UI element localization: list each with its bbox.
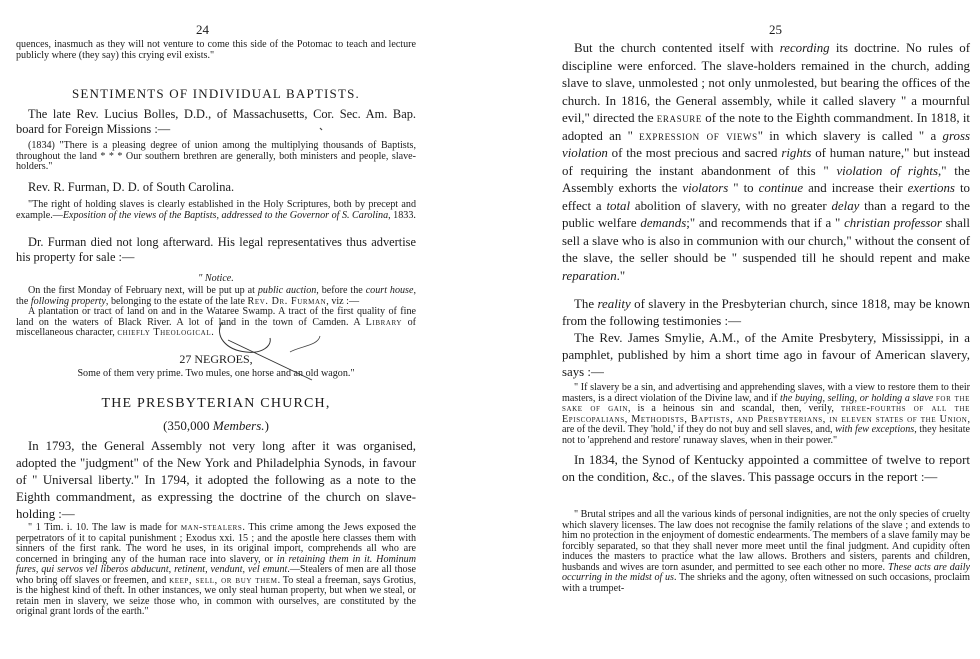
notice-title: " Notice. [198, 273, 234, 284]
smylie-quote-block [550, 383, 980, 446]
para-text: " in which slavery is called " a [757, 128, 943, 143]
heading-presbyterian: THE PRESBYTERIAN CHURCH, [101, 396, 331, 411]
para-text: of the note to the Eighth commandment. In 1818, it adopted an " [562, 111, 970, 143]
para-violation-of-rights: violation of rights [836, 163, 938, 178]
notice-following-property: following property [30, 295, 106, 307]
members-wrap [0, 418, 430, 434]
quote-keep-sell-buy: keep, sell, or buy them [169, 574, 278, 586]
para-erasure: erasure [656, 111, 703, 125]
para-text: of slavery in the Presbyterian church, since 1818, may be known from the following testimonies :— [562, 297, 971, 328]
mules-wrap [0, 369, 430, 380]
notice-text: of miscellaneous character, [16, 316, 416, 338]
para-text: of the most precious and sacred [607, 146, 782, 160]
quote-few-exceptions: with few exceptions [835, 424, 915, 435]
negroes-line: 27 NEGROES, [179, 352, 253, 366]
quote-text: .—Stealers of men are all those who bring off slaves or freemen, and [16, 564, 416, 586]
para-total: total [606, 198, 631, 213]
heading-individual-baptists: SENTIMENTS OF INDIVIDUAL BAPTISTS. [71, 86, 361, 101]
paragraph-1793 [0, 438, 430, 523]
quote-latin: in retaining them in it. Hominum fures, qui servos vel liberos abducunt, retinent, vendunt, vel emunt [16, 553, 416, 575]
para-exertions: exertions [907, 181, 955, 195]
para-text: " to [728, 181, 759, 195]
para-text: ." [616, 268, 626, 283]
notice-text: , before the [316, 285, 366, 296]
continuation-text: quences, inasmuch as they will not venture to come this side of the Potomac to teach and lecture publicly where (they say) this crying evil exists." [16, 39, 416, 61]
notice-public-auction: public auction [257, 285, 317, 296]
members-word: Members. [212, 418, 265, 433]
quote-daily-occurring: These acts are daily occurring in the midst of us [562, 561, 970, 583]
para-gross-violation: gross violation [562, 128, 971, 160]
quote-text: , is a heinous sin and scandal, then, verily, [628, 403, 841, 414]
mules-line: Some of them very prime. Two mules, one horse and an old wagon." [77, 368, 355, 379]
left-page [0, 0, 430, 659]
smylie-paragraph [550, 330, 980, 381]
notice-text: , viz :— [326, 295, 360, 307]
para-demands: demands [640, 216, 687, 230]
para-violators: violators [682, 181, 729, 195]
right-page [550, 0, 980, 659]
kentucky-quote-block [550, 510, 980, 594]
quote-text: . To steal a freeman, says Grotius, is the highest kind of theft. In other instances, we only steal human property, but when we steal, or retain men in slavery, we seize those who, in common with ourselves, are constituted by the original grant lords of the earth." [16, 574, 416, 617]
para-text: its doctrine. No rules of discipline were enforced. The slave-holders remained in the church, adding slave to slave, unmolested ; not only unmolested, but bearing the offices of the church. In 1816, the General assembly, while it called slavery " a mournful evil," directed the [562, 41, 970, 125]
page-number-right: 25 [769, 22, 782, 37]
quote-text: . The shrieks and the agony, often witnessed on such occasions, proclaim with a trumpet- [562, 572, 970, 594]
members-open: (350,000 [163, 418, 213, 433]
reality-paragraph [550, 296, 980, 330]
furman-quote-source: Exposition of the views of the Baptists, addressed to the Governor of S. Carolina [62, 209, 389, 221]
furman-paragraph [0, 180, 430, 195]
members-line [16, 418, 416, 434]
para-text: But the church contented itself with [574, 41, 780, 55]
notice-block [0, 286, 430, 339]
para-recording: recording [779, 41, 830, 55]
kentucky-paragraph [550, 452, 980, 486]
reality-paragraph-text [562, 296, 970, 330]
furman-quote-block [0, 200, 430, 221]
page-number-left: 24 [196, 22, 209, 37]
furman-quote [16, 200, 416, 221]
quote-man-stealers: man-stealers [180, 522, 243, 533]
timothy-quote [16, 523, 416, 618]
para-text: shall sell a slave who is also in communion with our church," without the consent of the slave, the seller should be " suspended till he should repent and make [562, 216, 970, 265]
para-text: The [574, 297, 598, 311]
para-reparation: reparation [562, 268, 617, 283]
notice-chiefly-theological: chiefly Theological [117, 327, 212, 338]
para-text: of human nature," but instead of requiring the instant abandonment of this " [562, 146, 970, 178]
para-text: ," the Assembly exhorts the [562, 163, 970, 195]
para-text: to effect a [562, 181, 971, 213]
para-reality: reality [597, 297, 631, 311]
bolles-quote-block [0, 141, 430, 173]
para-text: and increase their [803, 181, 908, 195]
para-text: ;" and recommends that if a " [686, 216, 845, 230]
bolles-quote: (1834) "There is a pleasing degree of union among the multiplying thousands of Baptists, throughout the land * * * Our southern brethren are generally, both ministers and people, slave-holders." [16, 140, 416, 172]
bolles-intro: The late Rev. Lucius Bolles, D.D., of Massachusetts, Cor. Sec. Am. Bap. board for Foreign Missions :— [16, 107, 416, 137]
smylie-quote [562, 383, 970, 446]
quote-buying-selling: the buying, selling, or holding a slave [779, 392, 934, 404]
notice-title-wrap [0, 274, 430, 285]
furman-quote-year: , 1833. [388, 209, 416, 221]
timothy-quote-block [0, 523, 430, 618]
church-paragraph [550, 40, 980, 285]
notice-text: . [211, 327, 214, 338]
quote-sake-of-gain: for the sake of gain [562, 392, 970, 414]
furman-quote-text: "The right of holding slaves is clearly established in the Holy Scriptures, both by precept and example.— [16, 199, 416, 221]
notice-text: , the [16, 285, 416, 307]
para-rights: rights [781, 146, 812, 160]
kentucky-quote [562, 510, 970, 594]
heading-individual-baptists-wrap [0, 86, 430, 102]
quote-text: " Brutal stripes and all the various kinds of personal indignities, are not the only species of cruelty which slavery licenses. The law does not recognise the family relations of the slave ; and extends to him no protection in the enjoyment of domestic endearments. The members of a slave family may be forcibly separated, so that they shall never more meet until the final judgment. And cupidity often induces the masters to practice what the law allows. Brothers and sisters, parents and children, husbands and wives are torn asunder, and permitted to see each other no more. [562, 509, 971, 573]
notice-line-2 [16, 307, 416, 339]
notice-library: Library [365, 316, 403, 328]
para-continue: continue [758, 181, 804, 195]
notice-text: A plantation or tract of land on and in the Wataree Swamp. A tract of the first quality of fine land on the waters of Black River. A lot of land in the town of Camden. A [16, 306, 416, 328]
para-text: abolition of slavery, with no greater [630, 198, 832, 213]
quote-three-fourths: three-fourths of all the Episcopalians, Methodists, Baptists, and Presbyterians, in eleven states of the Union [562, 403, 970, 425]
church-paragraph-text [562, 40, 970, 285]
negroes-wrap [0, 352, 430, 367]
notice-court-house: court house [365, 285, 414, 296]
para-text: than a regard to the public welfare [562, 198, 970, 230]
dr-furman-text: Dr. Furman died not long afterward. His legal representatives thus advertise his property for sale :— [16, 235, 416, 265]
quote-text: " 1 Tim. i. 10. The law is made for [28, 522, 181, 533]
para-expression-of-views: expression of views [639, 128, 758, 143]
notice-text: , belonging to the estate of the late [105, 295, 248, 307]
bolles-paragraph [0, 107, 430, 137]
quote-text: , are of the devil. They 'hold,' if they do not buy and sell slaves, and, [562, 413, 970, 435]
kentucky-paragraph-text: In 1834, the Synod of Kentucky appointed a committee of twelve to report on the condition, &c., of the slaves. This passage occurs in the report :— [562, 453, 970, 484]
continuation-paragraph [0, 40, 430, 61]
notice-line-1 [16, 286, 416, 307]
heading-presbyterian-wrap [0, 396, 430, 412]
paragraph-1793-text: In 1793, the General Assembly not very long after it was organised, adopted the "judgment" of the New York and Philadelphia Synods, in favour of " Universal liberty." In 1794, it adopted the following as a note to the Eighth commandment, as expressing the doctrine of the church on slave-holding :— [16, 439, 416, 521]
furman-intro: Rev. R. Furman, D. D. of South Carolina. [28, 180, 235, 194]
notice-text: On the first Monday of February next, will be put up at [28, 285, 258, 296]
members-close: ) [264, 418, 269, 433]
para-christian-professor: christian professor [844, 216, 942, 230]
notice-rev-furman: Rev. Dr. Furman [247, 295, 327, 307]
quote-text: , they hesitate not to 'apprehend and restore' runaway slaves, when in their power." [562, 424, 970, 446]
smylie-paragraph-text: The Rev. James Smylie, A.M., of the Amite Presbytery, Mississippi, in a pamphlet, published by him a short time ago in favour of American slavery, says :— [562, 331, 970, 379]
dr-furman-paragraph [0, 235, 430, 265]
quote-text: " If slavery be a sin, and advertising and apprehending slaves, with a view to restore them to their masters, is a direct violation of the Divine law, and if [562, 382, 970, 404]
para-delay: delay [831, 198, 860, 213]
quote-text: . This crime among the Jews exposed the perpetrators of it to capital punishment ; Exodus xxi. 15 ; and the apostle here classes them with sinners of the first rank. The word he uses, in its original import, comprehends all who are concerned in bringing any of the human race into slavery, or [16, 522, 416, 565]
